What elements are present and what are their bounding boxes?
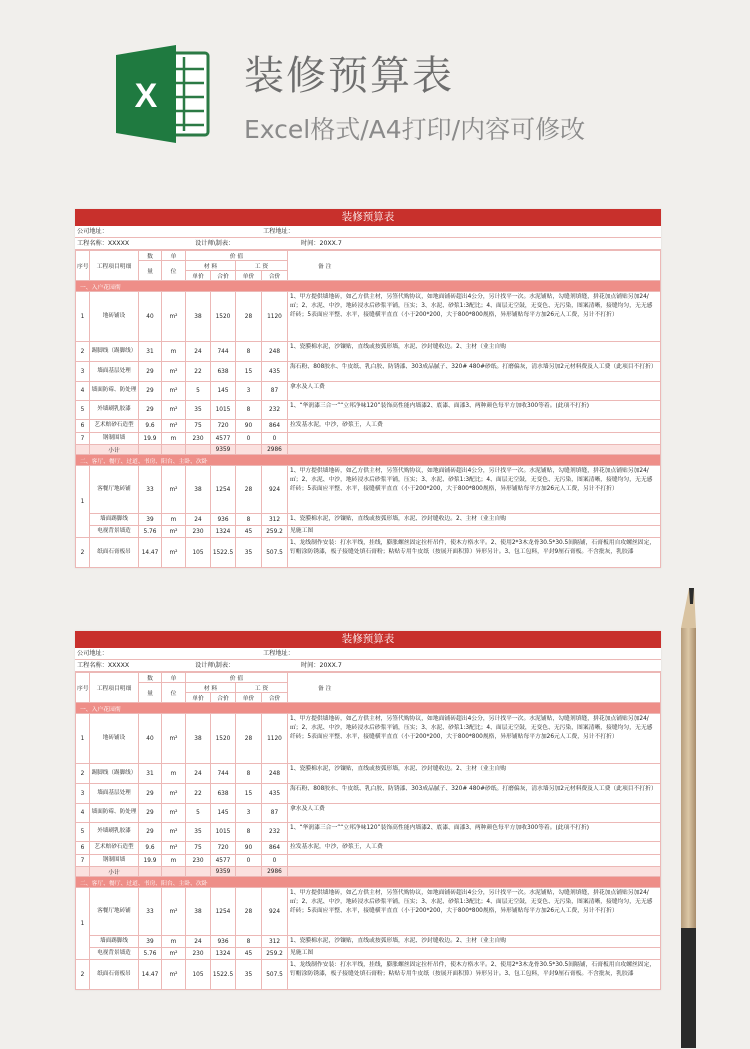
project-address-label: 工程地址： [263, 228, 294, 235]
budget-sheet-1 [75, 209, 661, 568]
col-unit: 单 [162, 251, 186, 261]
time-label: 时间：20XX.7 [301, 240, 342, 247]
table-row: 2 纸面石膏板吊 14.47 m² 105 1522.5 35 507.5 1、龙线制作安装：打水平线，挂线，膨胀螺丝固定拉杆吊件，使木方格水平。2、使用2*3木龙骨30.5*30.5间隔铺，石膏板用自攻螺丝固定，钉帽涂防锈漆，板子接缝处填石膏粉；粘贴专用牛皮纸（按展开面积算）异形另计。3、包工包料，平封9厘石膏板。不含批灰，乳胶漆 [76, 960, 661, 990]
sheet-title: 装修预算表 [75, 209, 661, 226]
table-row: 5 外墙刷乳胶漆 29 m² 35 1015 8 232 1、“华润漆三合一”“立邦净味120”装饰高性能内墙漆2、底漆、面漆3、两种颜色每平方加收300等着。(此项不打折) [76, 823, 661, 842]
sheet-title: 装修预算表 [75, 631, 661, 648]
info-row-address [75, 648, 661, 660]
col-material-unit-price: 单价 [186, 271, 211, 281]
col-labor-total: 合价 [262, 271, 288, 281]
designer-label: 设计师\制表： [195, 662, 235, 669]
col-project: 工程项目明细 [90, 673, 139, 703]
budget-sheet-2 [75, 631, 661, 990]
excel-logo-icon [116, 45, 210, 143]
table-row: 3 墙面基层处理 29 m² 22 638 15 435 海石粉、808胶水、牛皮纸、乳白胶、防锈漆、303成品腻子、320# 480#砂纸。打磨偏灰，清水墙另加2元材料费及人工费（此项目不打折） [76, 362, 661, 382]
company-address-label: 公司地址： [77, 650, 108, 657]
section-title: 一、入户花园彻 [76, 703, 661, 714]
col-seq: 序号 [76, 673, 90, 703]
col-unit2: 位 [162, 683, 186, 703]
page-title: 装修预算表 [244, 53, 454, 99]
budget-table [75, 250, 661, 568]
subtotal-row: 小计 9359 2986 [76, 445, 661, 455]
table-row: 7 钢制围墙 19.9 m 230 4577 0 0 [76, 433, 661, 445]
section-title: 一、入户花园彻 [76, 281, 661, 292]
table-row: 电视背景墙造 5.76 m² 230 1324 45 259.2 见施工图 [76, 948, 661, 960]
col-labor: 工 资 [236, 683, 288, 693]
table-row: 电视背景墙造 5.76 m² 230 1324 45 259.2 见施工图 [76, 526, 661, 538]
svg-text:X: X [134, 77, 158, 115]
table-row: 1 地砖铺设 40 m² 38 1520 28 1120 1、甲方提供墙地砖，如乙方供主材，另签代购协议，如地面铺砖超出4公分，另计找平一次。水泥铺贴，勾缝剂填缝，拼花加点铺贴另加24/㎡；2、水泥、中沙，地砖浸水后砂浆平铺，压实；3、水泥、砂浆1:3配比；4、面层无空鼓，无变色、无污染，图案清晰，接缝均匀，无无感纤砖；5表面应平整、水平，接缝横平直直（小于200*200，大于800*800规格，异形铺贴每平方加26元人工费，另计不打折） [76, 714, 661, 764]
col-material-total: 合价 [211, 271, 236, 281]
table-row: 1 客餐厅地砖铺 33 m² 38 1254 28 924 1、甲方提供墙地砖，如乙方供主材，另签代购协议，如地面铺砖超出4公分，另计找平一次。水泥铺贴，勾缝剂填缝，拼花加点铺贴另加24/㎡；2、水泥、中沙，地砖浸水后砂浆平铺，压实；3、水泥、砂浆1:3配比；4、面层无空鼓，无变色、无污染，图案清晰，接缝均匀，无无感纤砖；5表面应平整、水平，接缝横平直直（小于200*200，大于800*800规格，异形铺贴每平方加26元人工费，另计不打折） [76, 888, 661, 936]
section-title: 二、客厅、餐厅、过道、书房、阳台、主卧、次卧 [76, 877, 661, 888]
project-name-label: 工程名称：XXXXX [77, 240, 130, 247]
table-row: 6 艺术赔砂石造型 9.6 m² 75 720 90 864 拉发基水泥，中沙，砂浆王，人工费 [76, 420, 661, 433]
col-price: 价 值 [186, 673, 288, 683]
project-name-label: 工程名称：XXXXX [77, 662, 130, 669]
table-row: 1 地砖铺设 40 m² 38 1520 28 1120 1、甲方提供墙地砖，如乙方供主材，另签代购协议，如地面铺砖超出4公分，另计找平一次。水泥铺贴，勾缝剂填缝，拼花加点铺贴另加24/㎡；2、水泥、中沙，地砖浸水后砂浆平铺，压实；3、水泥、砂浆1:3配比；4、面层无空鼓，无变色、无污染，图案清晰，接缝均匀，无无感纤砖；5表面应平整、水平，接缝横平直直（小于200*200，大于800*800规格，异形铺贴每平方加26元人工费，另计不打折） [76, 292, 661, 342]
table-row: 2 踢脚线（踢脚线） 31 m 24 744 8 248 1、瓷膜棉水泥，沙镶贴，直线或按弧形墙，水泥、沙封缝收边。2、主材（业主自购 [76, 342, 661, 362]
table-row: 2 踢脚线（踢脚线） 31 m 24 744 8 248 1、瓷膜棉水泥，沙镶贴，直线或按弧形墙，水泥、沙封缝收边。2、主材（业主自购 [76, 764, 661, 784]
col-material-total: 合价 [211, 693, 236, 703]
designer-label: 设计师\制表： [195, 240, 235, 247]
col-qty: 数 [139, 673, 162, 683]
table-row: 2 纸面石膏板吊 14.47 m² 105 1522.5 35 507.5 1、龙线制作安装：打水平线，挂线，膨胀螺丝固定拉杆吊件，使木方格水平。2、使用2*3木龙骨30.5*30.5间隔铺，石膏板用自攻螺丝固定，钉帽涂防锈漆，板子接缝处填石膏粉；粘贴专用牛皮纸（按展开面积算）异形另计。3、包工包料，平封9厘石膏板。不含批灰，乳胶漆 [76, 538, 661, 568]
col-remark: 备 注 [288, 251, 661, 281]
table-row: 4 墙面防霉、防处理 29 m² 5 145 3 87 拿水及人工费 [76, 382, 661, 401]
info-row-address [75, 226, 661, 238]
col-labor-unit-price: 单价 [236, 693, 262, 703]
budget-table [75, 672, 661, 990]
col-labor-total: 合价 [262, 693, 288, 703]
col-project: 工程项目明细 [90, 251, 139, 281]
subtotal-row: 小计 9359 2986 [76, 867, 661, 877]
col-seq: 序号 [76, 251, 90, 281]
table-row: 墙面踢脚线 39 m 24 936 8 312 1、瓷膜棉水泥，沙镶贴，直线或按弧形墙，水泥、沙封缝收边。2、主材（业主自购 [76, 936, 661, 948]
table-row: 3 墙面基层处理 29 m² 22 638 15 435 海石粉、808胶水、牛皮纸、乳白胶、防锈漆、303成品腻子、320# 480#砂纸。打磨偏灰，清水墙另加2元材料费及人工费（此项目不打折） [76, 784, 661, 804]
pencil-icon [668, 588, 724, 1048]
col-amount: 量 [139, 261, 162, 281]
table-row: 6 艺术赔砂石造型 9.6 m² 75 720 90 864 拉发基水泥，中沙，砂浆王，人工费 [76, 842, 661, 855]
company-address-label: 公司地址： [77, 228, 108, 235]
col-material: 材 料 [186, 261, 236, 271]
table-row: 5 外墙刷乳胶漆 29 m² 35 1015 8 232 1、“华润漆三合一”“立邦净味120”装饰高性能内墙漆2、底漆、面漆3、两种颜色每平方加收300等着。(此项不打折) [76, 401, 661, 420]
col-material: 材 料 [186, 683, 236, 693]
col-qty: 数 [139, 251, 162, 261]
col-unit: 单 [162, 673, 186, 683]
col-remark: 备 注 [288, 673, 661, 703]
col-labor: 工 资 [236, 261, 288, 271]
section-title: 二、客厅、餐厅、过道、书房、阳台、主卧、次卧 [76, 455, 661, 466]
col-labor-unit-price: 单价 [236, 271, 262, 281]
info-row-project [75, 238, 661, 250]
table-row: 4 墙面防霉、防处理 29 m² 5 145 3 87 拿水及人工费 [76, 804, 661, 823]
col-amount: 量 [139, 683, 162, 703]
col-material-unit-price: 单价 [186, 693, 211, 703]
info-row-project [75, 660, 661, 672]
table-row: 7 钢制围墙 19.9 m 230 4577 0 0 [76, 855, 661, 867]
col-price: 价 值 [186, 251, 288, 261]
time-label: 时间：20XX.7 [301, 662, 342, 669]
table-row: 墙面踢脚线 39 m 24 936 8 312 1、瓷膜棉水泥，沙镶贴，直线或按弧形墙，水泥、沙封缝收边。2、主材（业主自购 [76, 514, 661, 526]
project-address-label: 工程地址： [263, 650, 294, 657]
page-subtitle: Excel格式/A4打印/内容可修改 [244, 115, 586, 144]
col-unit2: 位 [162, 261, 186, 281]
table-row: 1 客餐厅地砖铺 33 m² 38 1254 28 924 1、甲方提供墙地砖，如乙方供主材，另签代购协议，如地面铺砖超出4公分，另计找平一次。水泥铺贴，勾缝剂填缝，拼花加点铺贴另加24/㎡；2、水泥、中沙，地砖浸水后砂浆平铺，压实；3、水泥、砂浆1:3配比；4、面层无空鼓，无变色、无污染，图案清晰，接缝均匀，无无感纤砖；5表面应平整、水平，接缝横平直直（小于200*200，大于800*800规格，异形铺贴每平方加26元人工费，另计不打折） [76, 466, 661, 514]
